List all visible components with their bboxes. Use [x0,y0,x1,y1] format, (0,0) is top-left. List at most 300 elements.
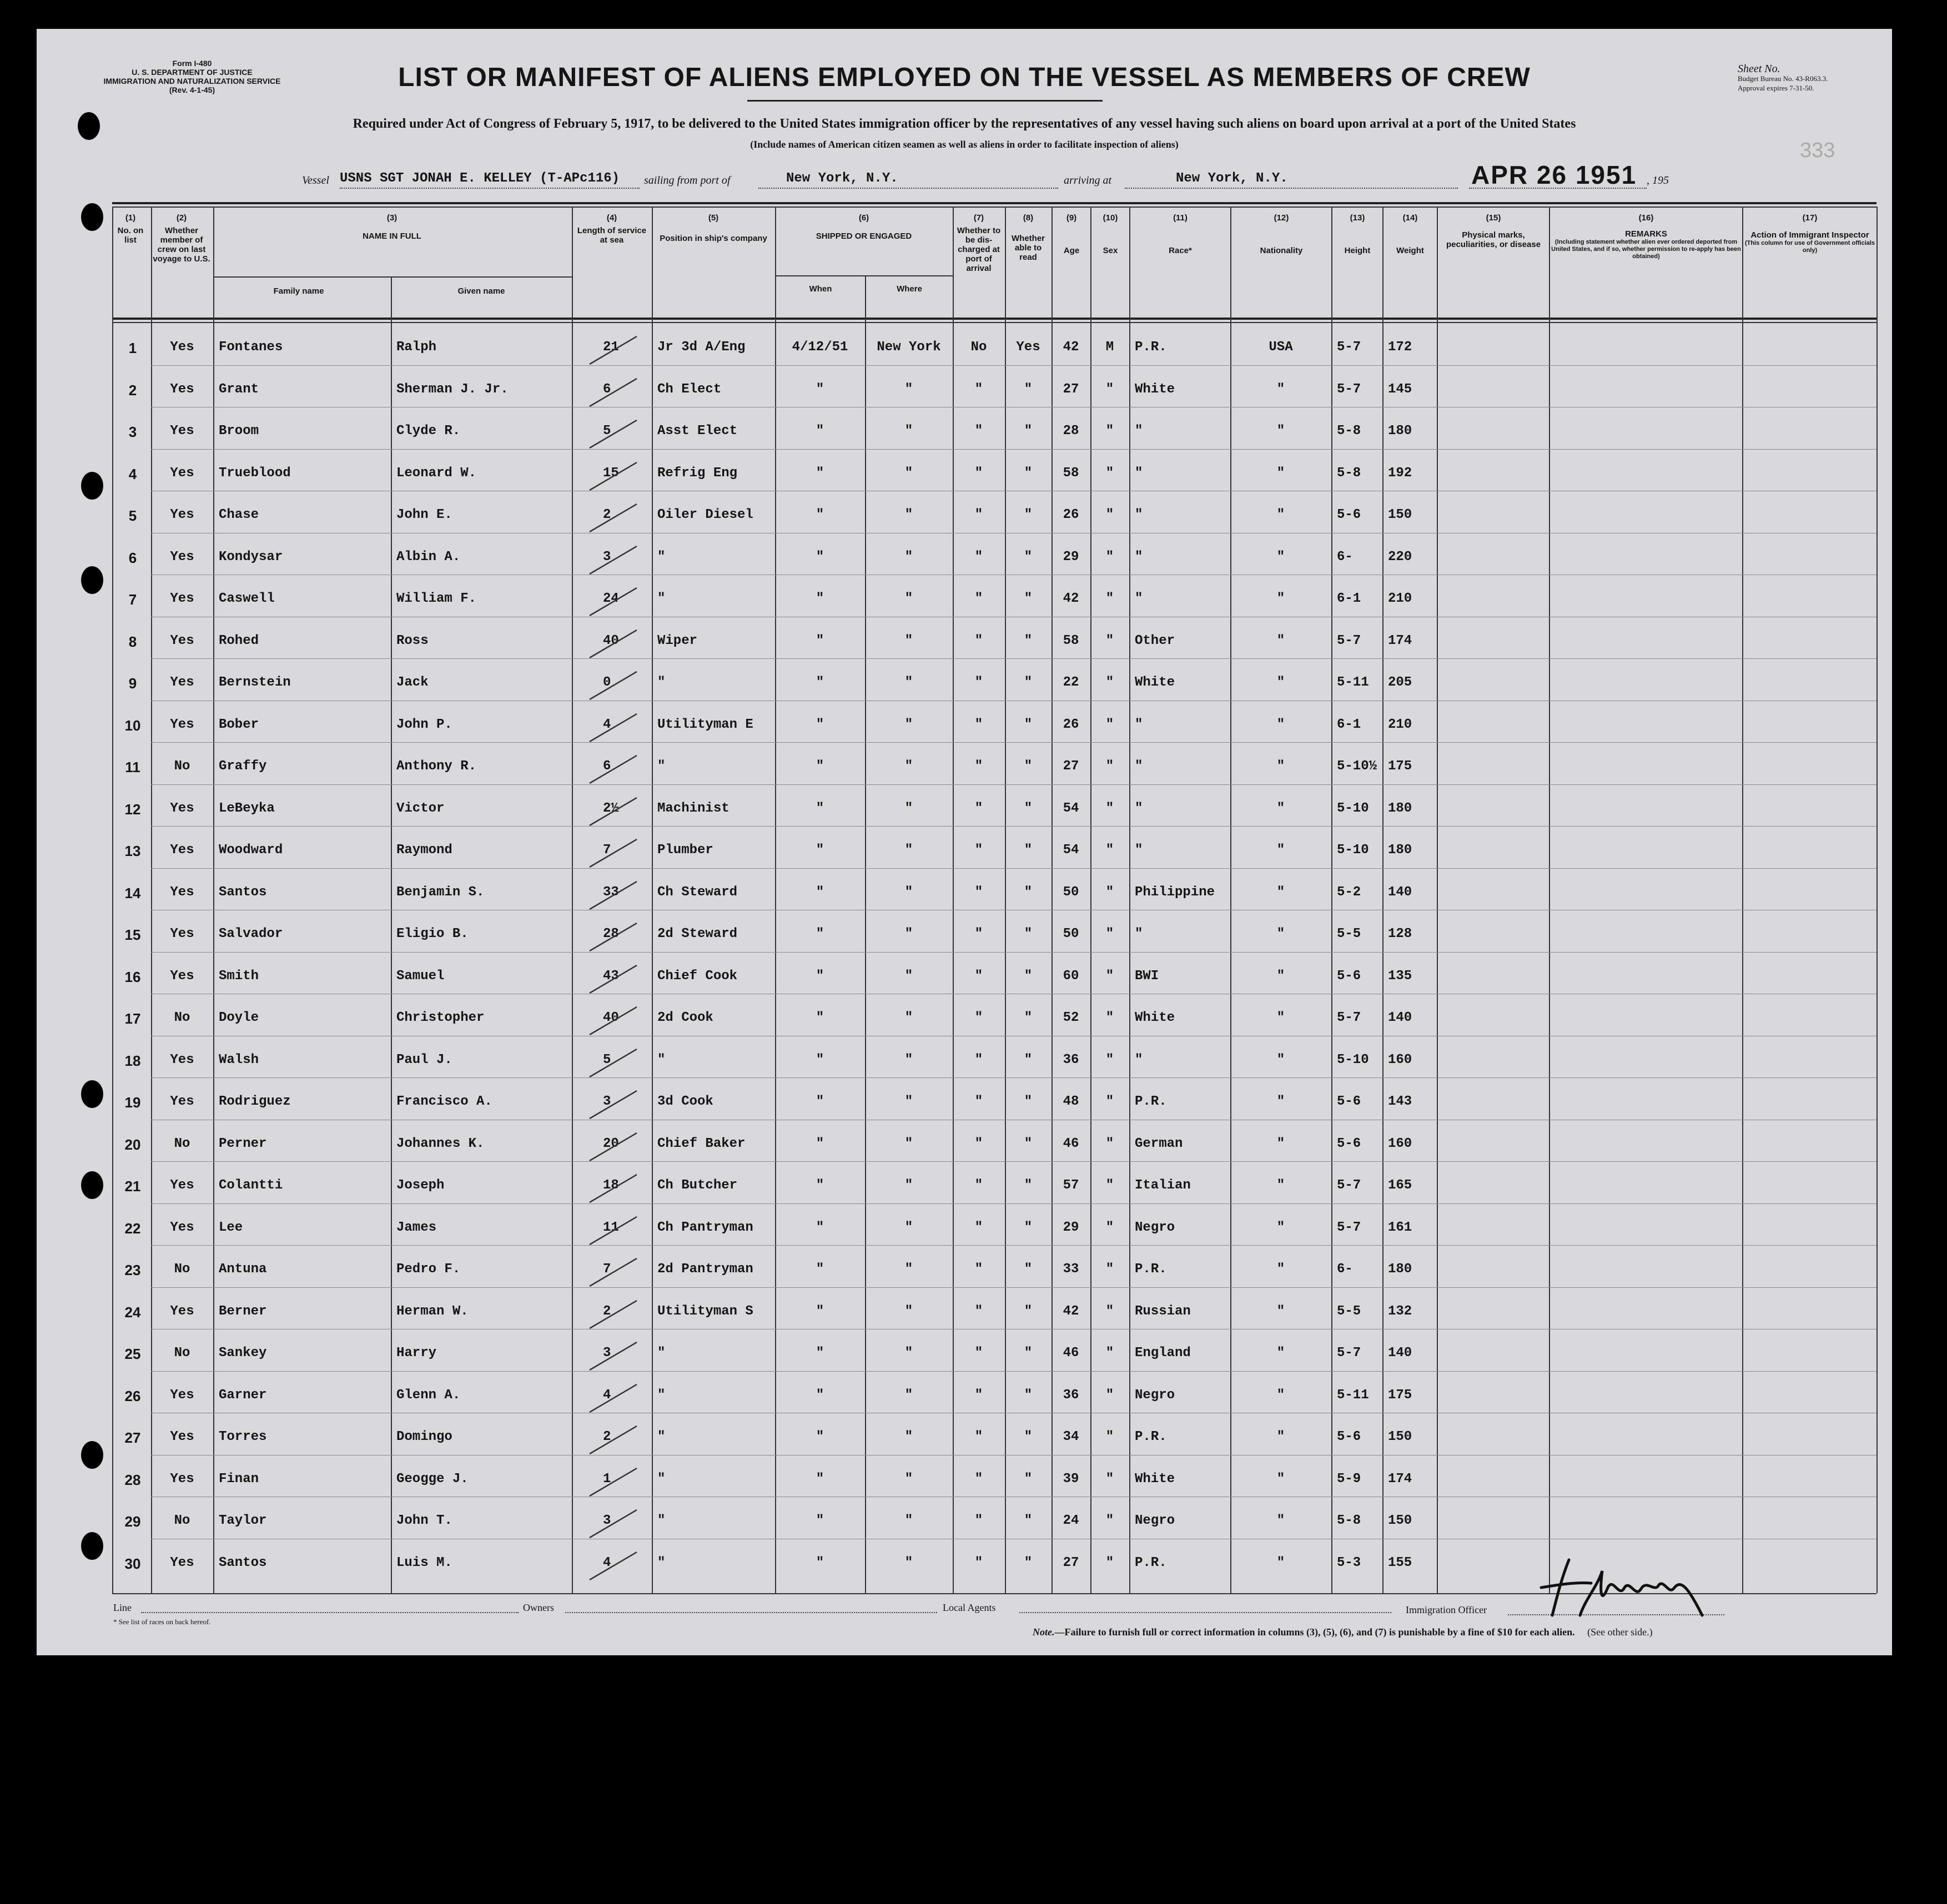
binder-hole [81,203,103,231]
col-caption: No. on list [117,226,144,245]
cell-read: " [1024,507,1033,522]
cell-position: 2d Cook [657,1010,713,1025]
cell-age: 34 [1063,1429,1079,1444]
cell-age: 33 [1063,1262,1079,1277]
agents-underline [1019,1612,1391,1613]
cell-race: " [1135,507,1143,522]
cell-no: 12 [124,800,141,818]
check-mark-stroke [578,1418,645,1457]
col-caption: Height [1344,246,1371,255]
cell-nationality: " [1276,1262,1285,1277]
cell-nationality: USA [1269,340,1293,355]
check-mark-stroke [578,706,645,745]
cell-position: 2d Steward [657,926,738,941]
cell-where: " [904,1262,913,1277]
manifest-sheet [37,29,1892,1655]
col-caption: Whether member of crew on last voyage to U.S. [153,226,210,264]
cell-age: 36 [1063,1052,1079,1067]
cell-race: Italian [1135,1178,1191,1193]
column-rule [1129,206,1130,1593]
cell-weight: 140 [1388,1010,1412,1025]
col-caption: Length of service at sea [577,226,647,245]
col-header-height [1334,213,1381,255]
cell-family: Kondysar [219,549,283,565]
cell-position: Chief Cook [657,968,738,984]
cell-no: 5 [128,507,137,524]
cell-read: " [1024,1010,1033,1025]
row-separator [151,1245,1876,1246]
cell-race: Negro [1135,1513,1175,1528]
cell-given: Glenn A. [396,1387,461,1403]
line-underline [141,1612,519,1613]
cell-nationality: " [1276,1555,1285,1570]
cell-height: 5-9 [1337,1471,1361,1487]
cell-age: 50 [1063,884,1079,900]
binder-hole [78,112,100,140]
col-caption: Race* [1169,246,1192,255]
cell-crew: Yes [170,1052,194,1067]
cell-given: William F. [396,591,477,606]
cell-crew: No [174,1262,190,1277]
check-mark-stroke [578,748,645,787]
cell-height: 5-3 [1337,1555,1361,1570]
cell-position: Ch Elect [657,381,722,397]
vessel-name: USNS SGT JONAH E. KELLEY (T-APc116) [340,171,620,186]
binder-hole [81,472,103,500]
cell-weight: 160 [1388,1136,1412,1151]
cell-given: Albin A. [396,549,461,565]
cell-weight: 174 [1388,1471,1412,1487]
cell-read: " [1024,1136,1033,1151]
col-number-label: (13) [1350,213,1365,223]
col-number-label: (9) [1066,213,1077,223]
cell-race: " [1135,800,1143,816]
cell-height: 5-5 [1337,1303,1361,1319]
col-caption: Physical marks, peculiarities, or disease [1446,230,1541,249]
cell-position: Ch Pantryman [657,1220,753,1235]
cell-age: 27 [1063,1555,1079,1570]
page-stamp: 333 [1800,139,1835,162]
cell-where: " [904,633,913,648]
cell-service: 3 [603,549,611,565]
cell-crew: Yes [170,1429,194,1444]
cell-height: 6-1 [1337,717,1361,732]
cell-discharged: " [974,843,983,858]
col-caption-note: (Including statement whether alien ever ordered deported from United States, and if so, whether permission to re-apply has been obtained) [1551,239,1741,260]
col-number-label: (15) [1486,213,1501,223]
cell-weight: 192 [1388,465,1412,481]
cell-service: 5 [603,424,611,439]
cell-nationality: " [1276,843,1285,858]
cell-sex: " [1105,1010,1114,1025]
col-subheader-when [776,284,865,294]
header-bottom-rule [112,318,1876,320]
cell-age: 22 [1063,675,1079,690]
cell-age: 28 [1063,424,1079,439]
cell-service: 7 [603,843,611,858]
cell-no: 25 [124,1346,141,1362]
col-number-label: (10) [1103,213,1118,223]
local-agents-label: Local Agents [943,1602,996,1613]
cell-nationality: " [1276,591,1285,606]
column-rule [1090,206,1091,1593]
check-mark-stroke [578,874,645,913]
title-underline [747,100,1103,102]
approval-expiry: Approval expires 7-31-50. [1738,84,1814,92]
cell-height: 5-7 [1337,340,1361,355]
cell-read: " [1024,884,1033,900]
cell-crew: Yes [170,800,194,816]
col-caption: Position in ship's company [660,234,767,243]
immigration-officer-label: Immigration Officer [1406,1604,1487,1615]
cell-family: Santos [219,1555,267,1570]
cell-where: " [904,968,913,984]
cell-where: " [904,1429,913,1444]
cell-family: Rohed [219,633,259,648]
cell-where: " [904,884,913,900]
col-caption: Where [897,284,922,294]
cell-discharged: " [974,1136,983,1151]
cell-nationality: " [1276,1429,1285,1444]
cell-no: 15 [124,926,141,943]
row-separator [151,868,1876,869]
cell-discharged: " [974,926,983,941]
cell-height: 5-10 [1337,800,1369,816]
col-caption: Action of Immigrant Inspector [1750,230,1869,240]
column-rule [652,206,653,1593]
cell-when: " [816,1387,824,1403]
cell-height: 5-8 [1337,465,1361,481]
cell-age: 48 [1063,1094,1079,1109]
cell-when: " [816,717,824,732]
cell-where: " [904,549,913,565]
cell-nationality: " [1276,675,1285,690]
cell-weight: 150 [1388,507,1412,522]
cell-height: 5-6 [1337,507,1361,522]
cell-age: 42 [1063,340,1079,355]
cell-age: 50 [1063,926,1079,941]
cell-crew: No [174,1513,190,1528]
cell-family: Bober [219,717,259,732]
cell-weight: 161 [1388,1220,1412,1235]
cell-service: 11 [603,1220,619,1235]
cell-given: Paul J. [396,1052,452,1067]
cell-crew: Yes [170,1094,194,1109]
col-header-discharged [955,213,1003,273]
cell-position: Ch Steward [657,884,738,900]
cell-service: 0 [603,675,611,690]
cell-no: 27 [124,1429,141,1446]
cell-race: England [1135,1346,1191,1361]
cell-nationality: " [1276,1094,1285,1109]
cell-where: " [904,1513,913,1528]
cell-discharged: No [970,340,987,355]
col-header-read [1006,213,1050,262]
col-caption: NAME IN FULL [363,231,421,241]
cell-no: 23 [124,1262,141,1278]
col-header-weight [1385,213,1436,255]
cell-weight: 220 [1388,549,1412,565]
cell-sex: " [1105,884,1114,900]
cell-service: 43 [603,968,619,984]
cell-no: 21 [124,1178,141,1195]
check-mark-stroke [578,958,645,996]
cell-read: " [1024,1094,1033,1109]
cell-family: Walsh [219,1052,259,1067]
check-mark-stroke [578,1460,645,1499]
cell-when: " [816,633,824,648]
cell-where: " [904,1178,913,1193]
cell-family: Finan [219,1471,259,1487]
cell-service: 28 [603,926,619,941]
cell-discharged: " [974,1010,983,1025]
col-header-position [654,213,773,243]
sailing-label: sailing from port of [644,174,731,187]
check-mark-stroke [578,790,645,829]
col-number-label: (6) [858,213,869,223]
check-mark-stroke [578,999,645,1038]
cell-discharged: " [974,1429,983,1444]
cell-service: 33 [603,884,619,900]
cell-race: " [1135,759,1143,774]
cell-family: Colantti [219,1178,283,1193]
cell-when: " [816,843,824,858]
cell-race: P.R. [1135,1555,1167,1570]
col-caption: Nationality [1260,246,1303,255]
cell-crew: Yes [170,843,194,858]
cell-family: Lee [219,1220,243,1235]
cell-discharged: " [974,1094,983,1109]
cell-sex: " [1105,1471,1114,1487]
cell-read: " [1024,968,1033,984]
cell-when: " [816,800,824,816]
subtitle-note: (Include names of American citizen seamen as well as aliens in order to facilitate inspection of aliens) [750,139,1179,150]
cell-when: " [816,884,824,900]
cell-discharged: " [974,968,983,984]
cell-nationality: " [1276,381,1285,397]
cell-when: " [816,1346,824,1361]
cell-age: 36 [1063,1387,1079,1403]
cell-sex: " [1105,633,1114,648]
cell-sex: " [1105,1178,1114,1193]
cell-no: 29 [124,1513,141,1530]
col-header-sex [1093,213,1128,255]
cell-given: Victor [396,800,445,816]
cell-service: 2 [603,1429,611,1444]
row-separator [151,1287,1876,1288]
cell-discharged: " [974,1262,983,1277]
cell-weight: 180 [1388,800,1412,816]
cell-weight: 180 [1388,1262,1412,1277]
check-mark-stroke [578,371,645,410]
cell-position: " [657,591,666,606]
column-rule [1742,206,1743,1593]
check-mark-stroke [578,1167,645,1206]
line-label: Line [113,1602,132,1613]
cell-family: Santos [219,884,267,900]
cell-family: Graffy [219,759,267,774]
cell-race: " [1135,843,1143,858]
cell-position: " [657,1387,666,1403]
cell-where: " [904,759,913,774]
cell-sex: " [1105,424,1114,439]
cell-where: " [904,1136,913,1151]
cell-read: " [1024,1513,1033,1528]
cell-nationality: " [1276,1136,1285,1151]
cell-family: Caswell [219,591,275,606]
cell-when: " [816,1136,824,1151]
cell-crew: Yes [170,1178,194,1193]
cell-sex: " [1105,843,1114,858]
cell-when: " [816,675,824,690]
note-text: —Failure to furnish full or correct information in columns (3), (5), (6), and (7) is punishable by a fine of $10 for each alien. [1054,1626,1575,1638]
cell-service: 21 [603,340,619,355]
subtitle: Required under Act of Congress of February 5, 1917, to be delivered to the United States immigration officer by the representatives of any vessel having such aliens on board upon arrival at a port of the United States [353,117,1576,131]
cell-family: Salvador [219,926,283,941]
col-number-label: (11) [1173,213,1188,223]
cell-service: 4 [603,1555,611,1570]
cell-weight: 135 [1388,968,1412,984]
cell-nationality: " [1276,968,1285,984]
check-mark-stroke [578,1251,645,1290]
cell-service: 15 [603,465,619,481]
cell-height: 5-7 [1337,1010,1361,1025]
binder-hole [81,566,103,594]
cell-crew: Yes [170,465,194,481]
cell-height: 5-10 [1337,1052,1369,1067]
cell-family: Torres [219,1429,267,1444]
row-separator [151,658,1876,659]
cell-discharged: " [974,675,983,690]
column-rule [1876,206,1878,1593]
column-rule [1549,206,1550,1593]
cell-service: 18 [603,1178,619,1193]
cell-read: " [1024,424,1033,439]
cell-family: Broom [219,424,259,439]
check-mark-stroke [578,1041,645,1080]
col-subheader-given [393,286,570,296]
col-number-label: (7) [973,213,984,223]
check-mark-stroke [578,329,645,367]
cell-crew: Yes [170,717,194,732]
cell-given: Benjamin S. [396,884,485,900]
cell-service: 6 [603,381,611,397]
col-subheader-where [867,284,952,294]
cell-crew: No [174,1346,190,1361]
cell-discharged: " [974,1387,983,1403]
cell-when: " [816,424,824,439]
cell-family: Smith [219,968,259,984]
col-header-age [1054,213,1089,255]
cell-read: " [1024,1471,1033,1487]
check-mark-stroke [578,1502,645,1541]
col-header-remarks [1551,213,1741,260]
check-mark-stroke [578,622,645,661]
cell-family: Garner [219,1387,267,1403]
row-separator [151,1077,1876,1078]
cell-discharged: " [974,549,983,565]
col-header-inspector [1744,213,1875,254]
col-caption: Weight [1396,246,1424,255]
cell-nationality: " [1276,717,1285,732]
owners-label: Owners [523,1602,554,1613]
cell-where: " [904,424,913,439]
cell-when: " [816,1429,824,1444]
cell-sex: " [1105,1346,1114,1361]
row-separator [151,784,1876,785]
cell-position: " [657,1471,666,1487]
from-port-underline [758,188,1058,189]
cell-read: " [1024,1346,1033,1361]
cell-age: 27 [1063,759,1079,774]
table-top-rule [112,202,1876,204]
cell-nationality: " [1276,884,1285,900]
cell-weight: 205 [1388,675,1412,690]
cell-where: " [904,843,913,858]
cell-where: " [904,675,913,690]
to-port-underline [1125,188,1458,189]
cell-crew: Yes [170,926,194,941]
cell-crew: Yes [170,381,194,397]
column-rule [1382,206,1383,1593]
cell-read: " [1024,1262,1033,1277]
column-rule [1437,206,1438,1593]
col-caption: Family name [273,286,324,296]
cell-age: 58 [1063,465,1079,481]
cell-height: 5-11 [1337,1387,1369,1403]
cell-service: 24 [603,591,619,606]
cell-read: " [1024,465,1033,481]
cell-sex: " [1105,591,1114,606]
check-mark-stroke [578,1293,645,1332]
check-mark-stroke [578,1377,645,1416]
budget-bureau-number: Budget Bureau No. 43-R063.3. [1738,74,1828,83]
cell-position: " [657,1052,666,1067]
cell-weight: 175 [1388,759,1412,774]
cell-sex: " [1105,1555,1114,1570]
cell-when: " [816,968,824,984]
cell-nationality: " [1276,800,1285,816]
col-number-label: (2) [176,213,187,223]
cell-age: 58 [1063,633,1079,648]
cell-read: " [1024,1555,1033,1570]
cell-discharged: " [974,1513,983,1528]
cell-weight: 175 [1388,1387,1412,1403]
cell-nationality: " [1276,759,1285,774]
cell-nationality: " [1276,1303,1285,1319]
cell-age: 54 [1063,843,1079,858]
row-separator [151,1371,1876,1372]
col-header-race [1131,213,1229,255]
cell-weight: 210 [1388,591,1412,606]
cell-position: " [657,1513,666,1528]
cell-read: " [1024,1387,1033,1403]
cell-nationality: " [1276,424,1285,439]
cell-weight: 150 [1388,1429,1412,1444]
cell-when: " [816,381,824,397]
vessel-label: Vessel [302,174,329,187]
cell-where: " [904,1346,913,1361]
check-mark-stroke [578,1125,645,1164]
col-number-label: (12) [1274,213,1289,223]
cell-age: 26 [1063,717,1079,732]
cell-discharged: " [974,1471,983,1487]
sheet-number-label: Sheet No. [1738,63,1780,75]
cell-no: 18 [124,1052,141,1069]
column-rule [775,206,776,1593]
cell-no: 22 [124,1220,141,1237]
cell-position: Utilityman S [657,1303,753,1319]
